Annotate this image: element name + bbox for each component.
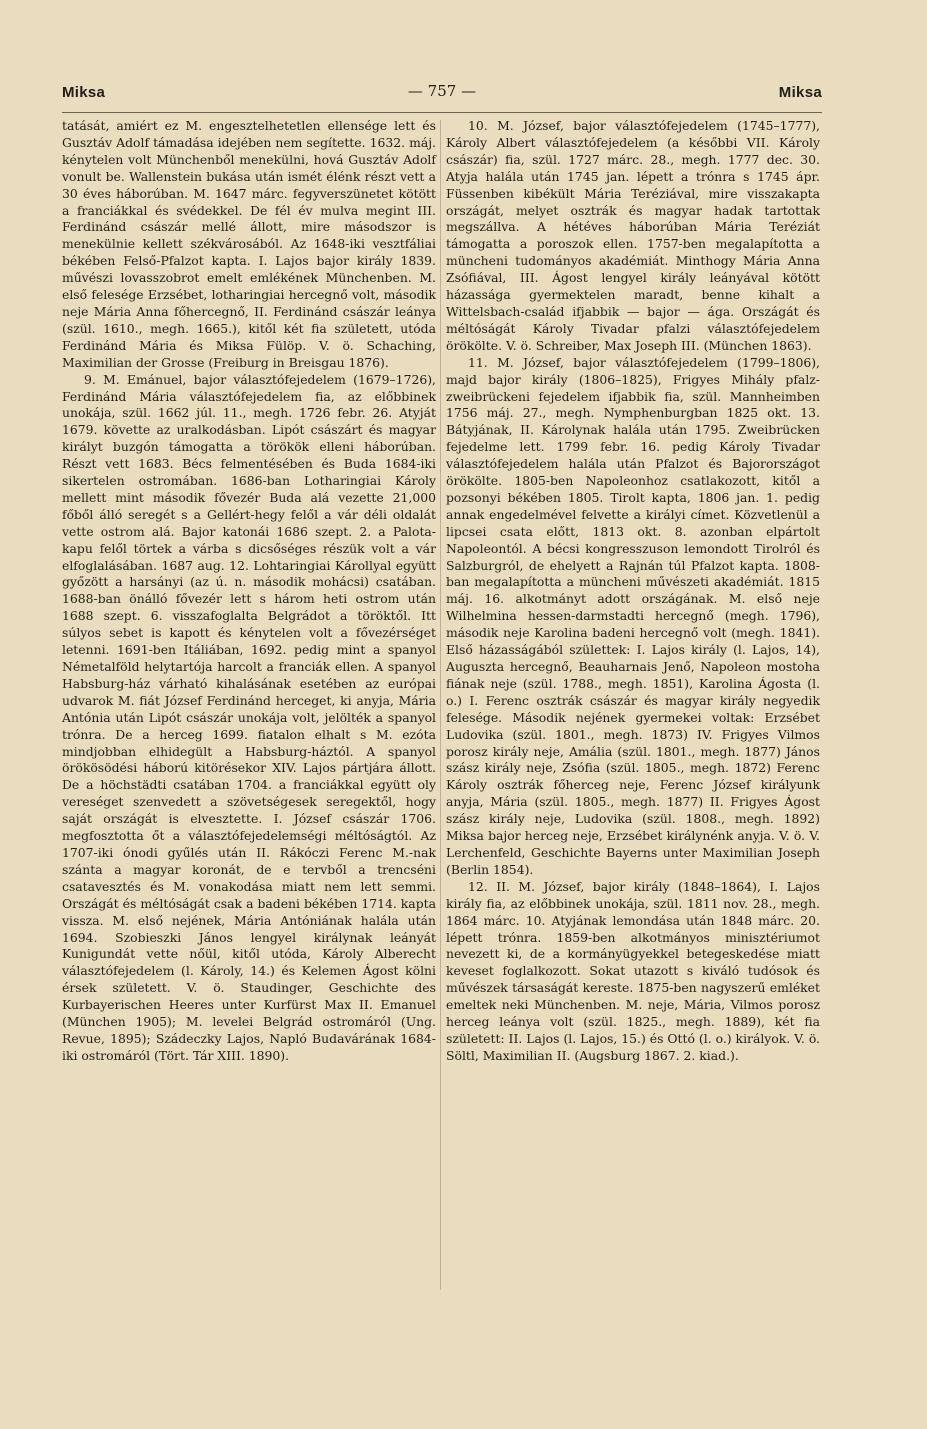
header-keyword-left: Miksa [62,84,106,101]
header-keyword-right: Miksa [778,84,822,101]
column-divider [440,120,441,1290]
entry-11: 11. M. József, bajor választófejedelem (1799–1806), majd bajor király (1806–1825), Frigyes Mihály pfalz-zweibrückeni fejedelem ifjabbik fia, szül. Mannheimben 1756 máj. 27., megh. Nymphenburgban 1825 okt. 13. Bátyjának, II. Károlynak halála után 1795. Zweibrücken fejedelme lett. 1799 febr. 16. pedig Károly Tivadar választófejedelem halála után Pfalzot és Bajorországot örökölte. 1805-ben Napoleonhoz csatlakozott, kitől a pozsonyi békében 1805. Tirolt kapta, 1806 jan. 1. pedig annak engedelmével felvette a királyi címet. Közvetlenül a lipcsei csata előtt, 1813 okt. 8. azonban elpártolt Napoleontól. A bécsi kongresszuson lemondott Tirolról és Salzburgról, de ehelyett a Rajnán túl Pfalzot kapta. 1808-ban megalapította a müncheni művészeti akadémiát. 1815 máj. 16. alkotmányt adott országának. M. első neje Wilhelmina hessen-darmstadti hercegnő (megh. 1796), második neje Karolina badeni hercegnő volt (megh. 1841). Első házasságából születtek: I. Lajos király (l. Lajos, 14), Augusztа hercegnő, Beauharnais Jenő, Napoleon mostoha fiának neje (szül. 1788., megh. 1851), Karolina Ágosta (l. o.) I. Ferenc osztrák császár és magyar király negyedik felesége. Második nejének gyermekei voltak: Erzsébet Ludovika (szül. 1801., megh. 1873) IV. Frigyes Vilmos porosz király neje, Amália (szül. 1801., megh. 1877) János szász király neje, Zsófia (szül. 1805., megh. 1872) Ferenc Károly osztrák főherceg neje, Ferenc József királyunk anyja, Mária (szül. 1805., megh. 1877) II. Frigyes Ágost szász király neje, Ludovika (szül. 1808., megh. 1892) Miksa bajor herceg neje, Erzsébet királynénk anyja. V. ö. V. Lerchenfeld, Geschichte Bayerns unter Maximilian Joseph (Berlin 1854). [446,354,820,877]
right-column [446,118,820,1065]
left-column [62,118,436,1065]
entry-continuation: tatását, amiért ez M. engesztelhetetlen ellensége lett és Gusztáv Adolf támadása idejében nem segítette. 1632. máj. kénytelen volt Münchenből menekülni, hová Gusztáv Adolf vonult be. Wallenstein bukása után ismét élénk részt vett a 30 éves háborúban. M. 1647 márc. fegyverszünetet kötött a franciákkal és svédekkel. De fél év mulva megint III. Ferdinánd császár mellé állott, mire másodszor is menekülnie kellett székvárosából. Az 1648-iki vesztfáliai békében Felső-Pfalzot kapta. I. Lajos bajor király 1839. művészi lovasszobrot emelt emlékének Münchenben. M. első felesége Erzsébet, lotharingiai hercegnő volt, második neje Mária Anna főhercegnő, II. Ferdinánd császár leánya (szül. 1610., megh. 1665.), kitől két fia született, utóda Ferdinánd Mária és Miksa Fülöp. V. ö. Schaching, Maximilian der Grosse (Freiburg in Breisgau 1876). [62,118,436,370]
entry-10: 10. M. József, bajor választófejedelem (1745–1777), Károly Albert választófejedelem (a későbbi VII. Károly császár) fia, szül. 1727 márc. 28., megh. 1777 dec. 30. Atyja halála után 1745 jan. lépett a trónra s 1745 ápr. Füssenben kibékült Mária Teréziával, mire visszakapta országát, melyet osztrák és magyar hadak tartottak megszállva. A hétéves háborúban Mária Teréziát támogatta a poroszok ellen. 1757-ben megalapította a müncheni tudományos akadémiát. Minthogy Mária Anna Zsófiával, III. Ágost lengyel király leányával kötött házassága gyermektelen maradt, benne kihalt a Wittelsbach-család ifjabbik — bajor — ága. Országát és méltóságát Károly Tivadar pfalzi választófejedelem örökölte. V. ö. Schreiber, Max Joseph III. (München 1863). [446,118,820,353]
header-rule [62,112,822,113]
entry-9: 9. M. Emánuel, bajor választófejedelem (1679–1726), Ferdinánd Mária választófejedelem fia, az előbbinek unokája, szül. 1662 júl. 11., megh. 1726 febr. 26. Atyját 1679. követte az uralkodásban. Lipót császárt és magyar királyt buzgón támogatta a törökök elleni háborúban. Részt vett 1683. Bécs felmentésében és Buda 1684-iki sikertelen ostromában. 1686-ban Lotharingiai Károly mellett mint második fővezér Buda alá vezette 21,000 főből álló seregét s a Gellért-hegy felől a vár déli oldalát vette ostrom alá. Bajor katonái 1686 szept. 2. a Palota-kapu felől törtek a várba s dicsőséges részük volt a vár elfoglalásában. 1687 aug. 12. Lohtaringiai Károllyal együtt győzött a harsányi (az ú. n. második mohácsi) csatában. 1688-ban önálló fővezér lett s három heti ostrom után 1688 szept. 6. visszafoglalta Belgrádot a töröktől. Itt súlyos sebet is kapott és kénytelen volt a fővezérséget letenni. 1691-ben Itáliában, 1692. pedig mint a spanyol Németalföld helytartója harcolt a franciák ellen. A spanyol Habsburg-ház várható kihalásának esetében az európai udvarok M. fiát József Ferdinánd herceget, ki anyja, Mária Antónia után Lipót császár unokája volt, jelölték a spanyol trónra. De a herceg 1699. fiatalon elhalt s M. ezóta mindjobban elhidegült a Habsburg-háztól. A spanyol örökösödési háború kitörésekor XIV. Lajos pártjára állott. De a höchstädti csatában 1704. a franciákkal együtt oly vereséget szenvedett a szövetségesek seregektől, hogy saját országát is elvesztette. I. József császár 1706. megfosztotta őt a választófejedelemségi méltóságtól. Az 1707-iki ónodi gyűlés után II. Rákóczi Ferenc M.-nak szánta a magyar koronát, de e tervből a trencséni csatavesztés és M. vonakodása miatt nem lett semmi. Országát és méltóságát csak a badeni békében 1714. kapta vissza. M. első nejének, Mária Antóniának halála után 1694. Szobieszki János lengyel királynak leányát Kunigundát vette nőül, kitől utóda, Károly Alberecht választófejedelem (l. Károly, 14.) és Kelemen Ágost kölni érsek született. V. ö. Staudinger, Geschichte des Kurbayerischen Heeres unter Kurfürst Max II. Emanuel (München 1905); M. levelei Belgrád ostromáról (Ung. Revue, 1895); Szádeczky Lajos, Napló Budavárának 1684-iki ostromáról (Tört. Tár XIII. 1890). [62,371,436,1063]
page-number: — 757 — [407,82,477,100]
entry-12: 12. II. M. József, bajor király (1848–1864), I. Lajos király fia, az előbbinek unokája, szül. 1811 nov. 28., megh. 1864 márc. 10. Atyjának lemondása után 1848 márc. 20. lépett trónra. 1859-ben alkotmányos minisztériumot nevezett ki, de a kormányügyekkel betegeskedése miatt keveset foglalkozott. Sokat utazott s kiváló tudósok és művészek társaságát kereste. 1875-ben nagyszerű emléket emeltek neki Münchenben. M. neje, Mária, Vilmos porosz herceg leánya volt (szül. 1825., megh. 1889), két fia született: II. Lajos (l. Lajos, 15.) és Ottó (l. o.) királyok. V. ö. Söltl, Maximilian II. (Augsburg 1867. 2. kiad.). [446,878,820,1063]
running-header [62,80,822,110]
